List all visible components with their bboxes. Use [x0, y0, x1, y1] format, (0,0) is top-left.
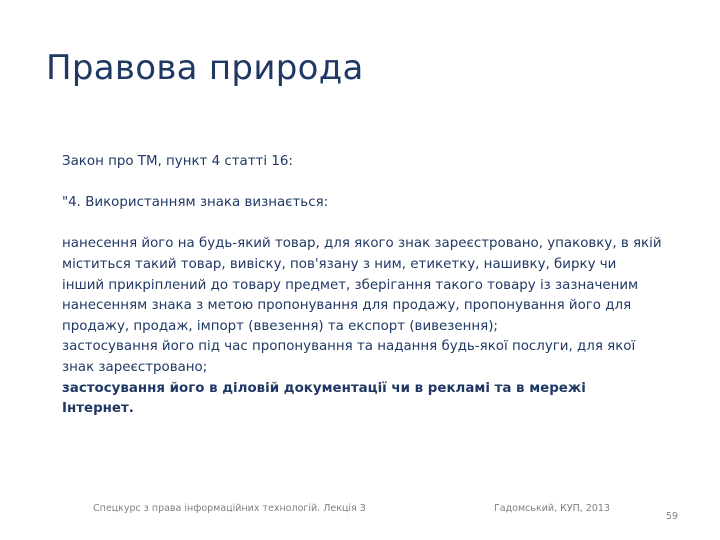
spacer [62, 214, 662, 235]
usage-item-goods: нанесення його на будь-який товар, для якого знак зареєстровано, упаковку, в якій міститься такий товар, вивіску, пов'язану з ним, етикетку, нашивку, бирку чи інший прикріплений до товару предмет, зберігання такого товару із зазначеним нанесенням знака з метою пропонування для продажу, пропонування його для продажу, продаж, імпорт (ввезення) та експорт (вивезення); [62, 236, 662, 334]
spacer [62, 173, 662, 194]
usage-item-services: застосування його під час пропонування та надання будь-якої послуги, для якої знак зареєстровано; [62, 339, 636, 375]
law-reference: Закон про ТМ, пункт 4 статті 16: [62, 154, 293, 169]
quote-intro: "4. Використанням знака визнається: [62, 195, 329, 211]
slide-body [62, 152, 662, 420]
usage-item-documentation: застосування його в діловій документації чи в рекламі та в мережі Інтернет. [62, 380, 586, 417]
footer-course: Спецкурс з права інформаційних технологій. Лекція 3 [93, 503, 366, 514]
page-number: 59 [665, 511, 678, 522]
footer-author: Гадомський, КУП, 2013 [494, 503, 611, 514]
slide-title: Правова природа [46, 48, 364, 88]
